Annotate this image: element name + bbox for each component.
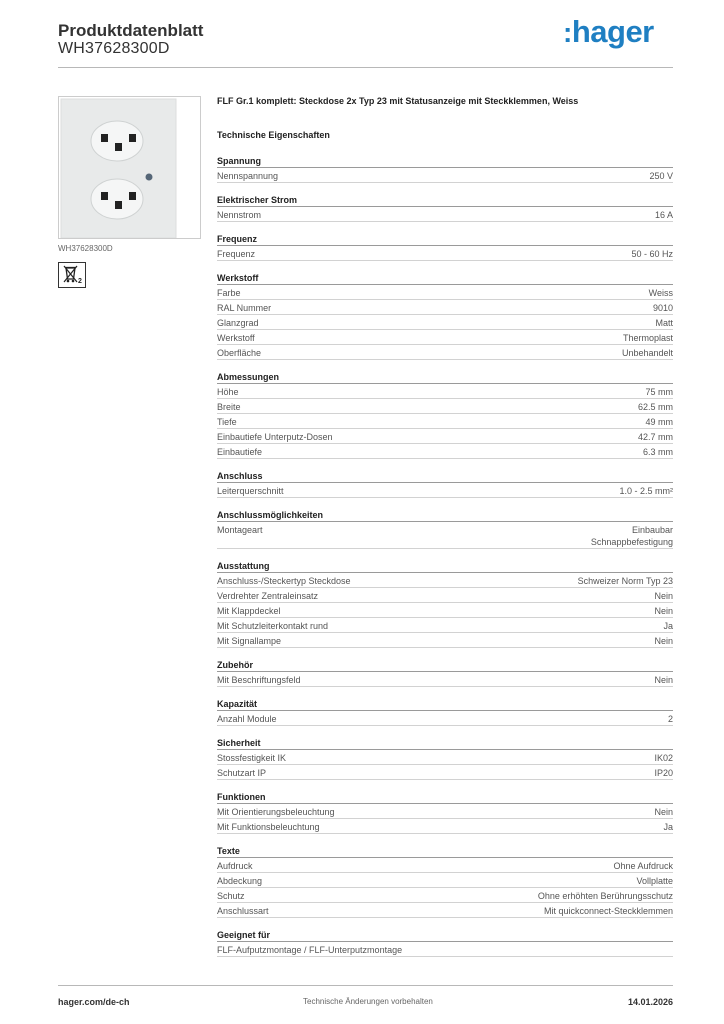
spec-row xyxy=(217,345,673,360)
spec-group-title: Sicherheit xyxy=(217,737,673,750)
spec-group xyxy=(217,509,673,549)
footer-divider xyxy=(58,985,673,986)
spec-label: Nennstrom xyxy=(217,210,262,220)
spec-value: Vollplatte xyxy=(636,876,673,886)
spec-group-title: Ausstattung xyxy=(217,560,673,573)
spec-value: Mit quickconnect-Steckklemmen xyxy=(543,906,673,916)
spec-label: Mit Beschriftungsfeld xyxy=(217,675,301,685)
spec-value: Schweizer Norm Typ 23 xyxy=(577,576,673,586)
spec-label: Mit Orientierungsbeleuchtung xyxy=(217,807,335,817)
socket-pin xyxy=(101,192,108,200)
spec-row xyxy=(217,384,673,399)
product-code: WH37628300D xyxy=(58,40,170,57)
spec-label: Tiefe xyxy=(217,417,237,427)
spec-group xyxy=(217,272,673,360)
spec-value: Ohne Aufdruck xyxy=(613,861,673,871)
spec-value: Unbehandelt xyxy=(621,348,673,358)
spec-value: 1.0 - 2.5 mm² xyxy=(619,486,673,496)
spec-row xyxy=(217,246,673,261)
spec-row xyxy=(217,672,673,687)
spec-label: Leiterquerschnitt xyxy=(217,486,284,496)
spec-value: 49 mm xyxy=(645,417,673,427)
spec-row xyxy=(217,414,673,429)
spec-row xyxy=(217,429,673,444)
spec-value-line: Einbaubar xyxy=(631,525,673,535)
spec-value: 16 A xyxy=(654,210,673,220)
spec-value: 75 mm xyxy=(645,387,673,397)
spec-group xyxy=(217,791,673,834)
spec-value: 6.3 mm xyxy=(642,447,673,457)
spec-value: Matt xyxy=(655,318,673,328)
spec-group xyxy=(217,233,673,261)
spec-group xyxy=(217,698,673,726)
spec-row xyxy=(217,483,673,498)
spec-row xyxy=(217,588,673,603)
spec-label: Verdrehter Zentraleinsatz xyxy=(217,591,319,601)
spec-label: Nennspannung xyxy=(217,171,279,181)
spec-group-title: Zubehör xyxy=(217,659,673,672)
spec-group-title: Spannung xyxy=(217,155,673,168)
spec-value: Nein xyxy=(654,675,673,685)
spec-label: Schutz xyxy=(217,891,245,901)
spec-label: FLF-Aufputzmontage / FLF-Unterputzmontage xyxy=(217,945,403,955)
spec-label: Oberfläche xyxy=(217,348,262,358)
spec-group-title: Elektrischer Strom xyxy=(217,194,673,207)
spec-value: Weiss xyxy=(648,288,673,298)
specifications-table xyxy=(217,155,673,968)
svg-text:2: 2 xyxy=(78,278,82,285)
spec-row xyxy=(217,903,673,918)
spec-group xyxy=(217,560,673,648)
image-caption: WH37628300D xyxy=(58,244,113,253)
spec-value: 50 - 60 Hz xyxy=(631,249,673,259)
spec-row xyxy=(217,522,673,549)
socket-pin xyxy=(115,201,122,209)
spec-row xyxy=(217,888,673,903)
logo-text: hager xyxy=(571,14,654,49)
spec-row xyxy=(217,618,673,633)
spec-label: Aufdruck xyxy=(217,861,253,871)
spec-group-title: Frequenz xyxy=(217,233,673,246)
spec-label: Abdeckung xyxy=(217,876,263,886)
socket-pin xyxy=(129,192,136,200)
spec-label: Mit Schutzleiterkontakt rund xyxy=(217,621,329,631)
logo-colon-icon: : xyxy=(563,17,572,48)
spec-group-title: Geeignet für xyxy=(217,929,673,942)
footer-notice: Technische Änderungen vorbehalten xyxy=(303,997,433,1006)
spec-row xyxy=(217,711,673,726)
spec-label: Breite xyxy=(217,402,241,412)
spec-group xyxy=(217,845,673,918)
spec-row xyxy=(217,942,673,957)
product-image xyxy=(58,96,201,239)
spec-row xyxy=(217,168,673,183)
footer-date: 14.01.2026 xyxy=(627,997,673,1007)
spec-label: Höhe xyxy=(217,387,239,397)
weee-symbol-icon xyxy=(58,262,86,288)
spec-group-title: Abmessungen xyxy=(217,371,673,384)
spec-label: Anschluss-/Steckertyp Steckdose xyxy=(217,576,351,586)
spec-value: Thermoplast xyxy=(622,333,673,343)
spec-value: Ohne erhöhten Berührungsschutz xyxy=(537,891,673,901)
spec-group-title: Anschluss xyxy=(217,470,673,483)
status-indicator xyxy=(146,174,153,181)
spec-value: Nein xyxy=(654,591,673,601)
socket-pin xyxy=(115,143,122,151)
spec-group-title: Kapazität xyxy=(217,698,673,711)
spec-row xyxy=(217,444,673,459)
spec-row xyxy=(217,873,673,888)
spec-row xyxy=(217,858,673,873)
spec-label: Schutzart IP xyxy=(217,768,267,778)
spec-row xyxy=(217,285,673,300)
spec-row xyxy=(217,765,673,780)
spec-value: Nein xyxy=(654,636,673,646)
spec-label: Montageart xyxy=(217,525,263,535)
spec-value: IP20 xyxy=(654,768,673,778)
spec-value: 250 V xyxy=(649,171,673,181)
spec-group xyxy=(217,470,673,498)
spec-row xyxy=(217,633,673,648)
spec-group xyxy=(217,194,673,222)
spec-group xyxy=(217,737,673,780)
spec-group-title: Anschlussmöglichkeiten xyxy=(217,509,673,522)
spec-row xyxy=(217,330,673,345)
spec-group xyxy=(217,371,673,459)
spec-value: 2 xyxy=(667,714,673,724)
section-heading: Technische Eigenschaften xyxy=(217,130,330,140)
spec-group xyxy=(217,659,673,687)
spec-value xyxy=(591,524,673,548)
spec-group-title: Funktionen xyxy=(217,791,673,804)
product-description: FLF Gr.1 komplett: Steckdose 2x Typ 23 mit Statusanzeige mit Steckklemmen, Weiss xyxy=(217,96,579,106)
spec-value: Ja xyxy=(663,621,673,631)
spec-row xyxy=(217,750,673,765)
spec-label: Anzahl Module xyxy=(217,714,277,724)
spec-label: Mit Signallampe xyxy=(217,636,282,646)
spec-value: IK02 xyxy=(654,753,673,763)
spec-value: 42.7 mm xyxy=(637,432,673,442)
spec-label: Frequenz xyxy=(217,249,256,259)
spec-value: 9010 xyxy=(652,303,673,313)
spec-label: Stossfestigkeit IK xyxy=(217,753,287,763)
spec-value: 62.5 mm xyxy=(637,402,673,412)
spec-row xyxy=(217,804,673,819)
spec-row xyxy=(217,207,673,222)
spec-row xyxy=(217,819,673,834)
spec-label: Werkstoff xyxy=(217,333,255,343)
spec-group xyxy=(217,155,673,183)
spec-group-title: Werkstoff xyxy=(217,272,673,285)
spec-row xyxy=(217,603,673,618)
spec-value: Nein xyxy=(654,807,673,817)
spec-group-title: Texte xyxy=(217,845,673,858)
spec-value: Ja xyxy=(663,822,673,832)
spec-label: Einbautiefe Unterputz-Dosen xyxy=(217,432,333,442)
socket-pin xyxy=(101,134,108,142)
socket-pin xyxy=(129,134,136,142)
footer-website-link[interactable]: hager.com/de-ch xyxy=(58,997,130,1007)
spec-row xyxy=(217,300,673,315)
page-title: Produktdatenblatt xyxy=(58,21,204,40)
socket-outlet-illustration xyxy=(59,97,200,238)
spec-label: Einbautiefe xyxy=(217,447,263,457)
spec-label: RAL Nummer xyxy=(217,303,272,313)
spec-row xyxy=(217,573,673,588)
spec-label: Glanzgrad xyxy=(217,318,259,328)
spec-value-line: Schnappbefestigung xyxy=(590,537,673,547)
spec-label: Mit Funktionsbeleuchtung xyxy=(217,822,320,832)
spec-label: Mit Klappdeckel xyxy=(217,606,281,616)
spec-row xyxy=(217,315,673,330)
spec-value: Nein xyxy=(654,606,673,616)
header-divider xyxy=(58,67,673,68)
spec-group xyxy=(217,929,673,957)
spec-row xyxy=(217,399,673,414)
spec-label: Anschlussart xyxy=(217,906,269,916)
hager-logo xyxy=(563,14,654,50)
spec-label: Farbe xyxy=(217,288,241,298)
